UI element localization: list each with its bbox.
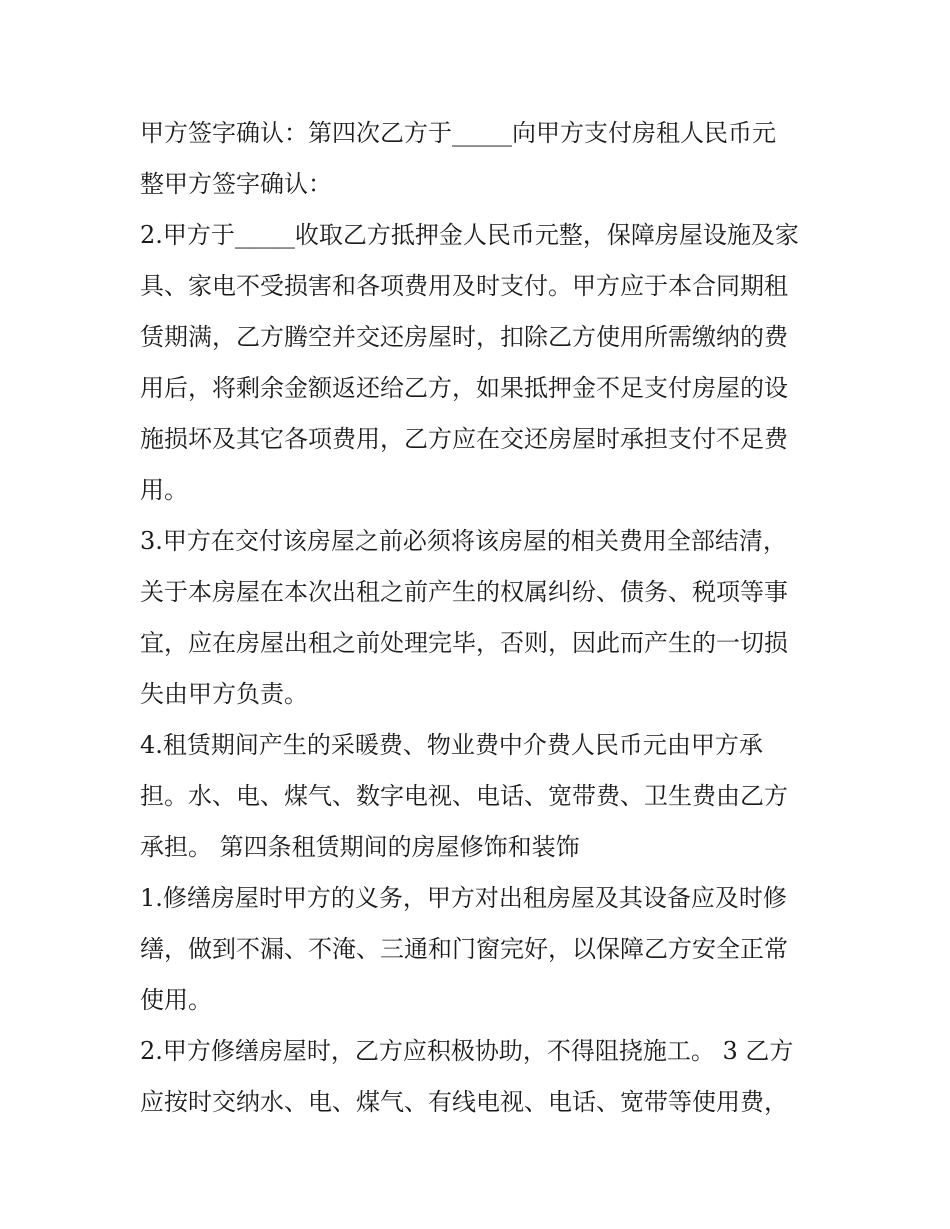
text-line: 甲方签字确认：第四次乙方于_____向甲方支付房租人民币元 bbox=[140, 119, 776, 147]
text-line: 赁期满，乙方腾空并交还房屋时，扣除乙方使用所需缴纳的费 bbox=[140, 323, 788, 351]
text-line: 承担。 第四条租赁期间的房屋修饰和装饰 bbox=[140, 833, 580, 861]
text-line: 用。 bbox=[140, 476, 188, 504]
text-line: 3.甲方在交付该房屋之前必须将该房屋的相关费用全部结清， bbox=[140, 527, 787, 555]
contract-text bbox=[140, 108, 820, 1128]
text-line: 2.甲方修缮房屋时，乙方应积极协助，不得阻挠施工。 3 乙方 bbox=[140, 1037, 794, 1065]
text-line: 失由甲方负责。 bbox=[140, 680, 308, 708]
text-line: 使用。 bbox=[140, 986, 212, 1014]
text-line: 具、家电不受损害和各项费用及时支付。甲方应于本合同期租 bbox=[140, 272, 788, 300]
text-line: 整甲方签字确认： bbox=[140, 170, 332, 198]
text-line: 1.修缮房屋时甲方的义务，甲方对出租房屋及其设备应及时修 bbox=[140, 884, 787, 912]
text-line: 4.租赁期间产生的采暖费、物业费中介费人民币元由甲方承 bbox=[140, 731, 763, 759]
text-line: 担。水、电、煤气、数字电视、电话、宽带费、卫生费由乙方 bbox=[140, 782, 788, 810]
text-line: 应按时交纳水、电、煤气、有线电视、电话、宽带等使用费， bbox=[140, 1088, 788, 1116]
text-line: 关于本房屋在本次出租之前产生的权属纠纷、债务、税项等事 bbox=[140, 578, 788, 606]
text-line: 2.甲方于_____收取乙方抵押金人民币元整，保障房屋设施及家 bbox=[140, 221, 799, 249]
text-line: 用后，将剩余金额返还给乙方，如果抵押金不足支付房屋的设 bbox=[140, 374, 788, 402]
text-line: 宜，应在房屋出租之前处理完毕，否则，因此而产生的一切损 bbox=[140, 629, 788, 657]
text-line: 施损坏及其它各项费用，乙方应在交还房屋时承担支付不足费 bbox=[140, 425, 788, 453]
text-line: 缮，做到不漏、不淹、三通和门窗完好，以保障乙方安全正常 bbox=[140, 935, 788, 963]
